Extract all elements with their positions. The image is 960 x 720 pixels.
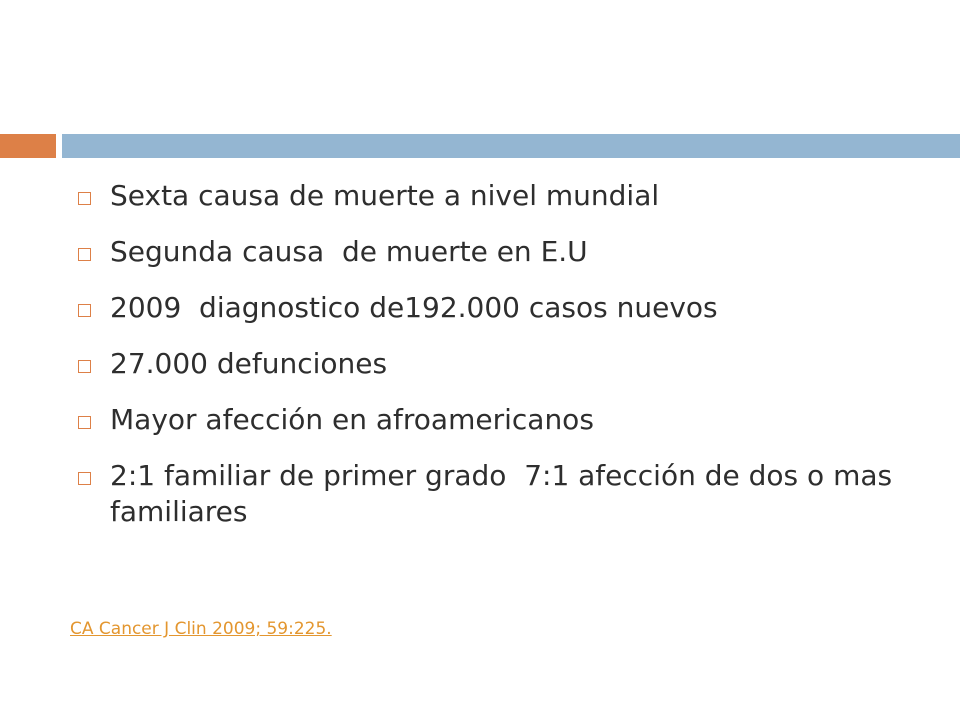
accent-bar-blue <box>62 134 960 158</box>
square-bullet-icon <box>78 360 91 373</box>
bullet-text: Segunda causa de muerte en E.U <box>110 235 588 268</box>
bullet-item <box>78 458 918 530</box>
bullet-item <box>78 178 918 214</box>
square-bullet-icon <box>78 192 91 205</box>
square-bullet-icon <box>78 304 91 317</box>
bullet-text: 2009 diagnostico de192.000 casos nuevos <box>110 291 718 324</box>
square-bullet-icon <box>78 248 91 261</box>
bullet-item <box>78 290 918 326</box>
bullet-text: Sexta causa de muerte a nivel mundial <box>110 179 660 212</box>
square-bullet-icon <box>78 472 91 485</box>
bullet-item <box>78 234 918 270</box>
bullet-list <box>78 178 918 550</box>
bullet-text: Mayor afección en afroamericanos <box>110 403 594 436</box>
bullet-item <box>78 346 918 382</box>
square-bullet-icon <box>78 416 91 429</box>
bullet-text: 2:1 familiar de primer grado 7:1 afección de dos o mas familiares <box>110 459 901 528</box>
citation-link[interactable]: CA Cancer J Clin 2009; 59:225. <box>70 619 332 639</box>
accent-bar-orange <box>0 134 56 158</box>
bullet-text: 27.000 defunciones <box>110 347 388 380</box>
bullet-item <box>78 402 918 438</box>
